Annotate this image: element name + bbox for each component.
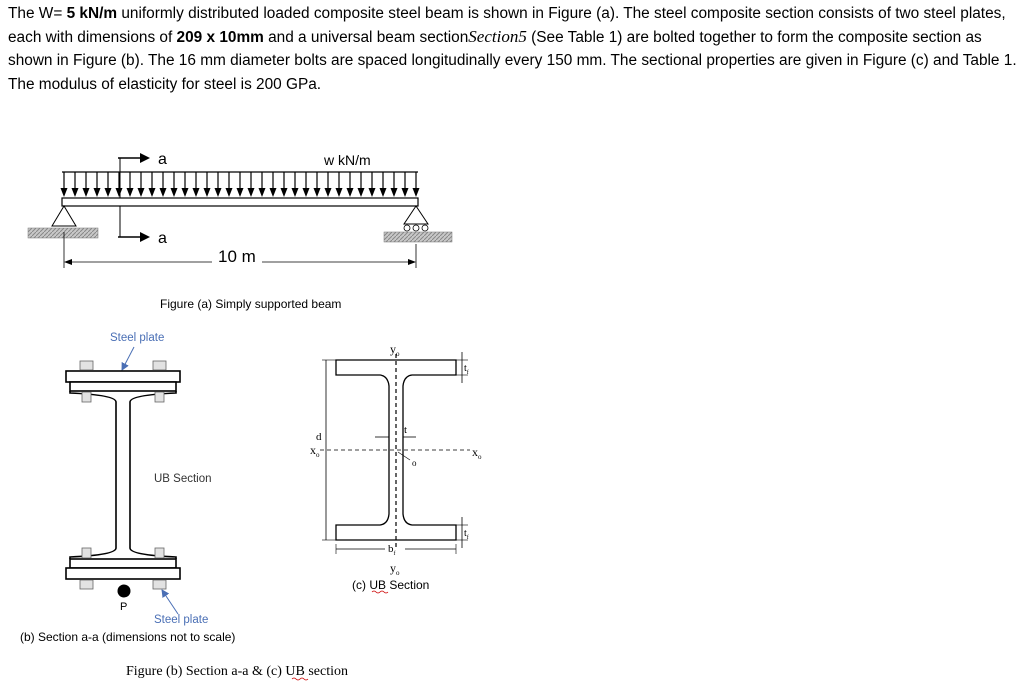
y-top-label: $y_o$ <box>390 342 400 358</box>
load-arrowhead <box>347 188 354 197</box>
t-web-label: t <box>404 424 408 436</box>
span-label: 10 m <box>218 247 256 266</box>
tf-bottom-label: $t_f$ <box>464 528 469 541</box>
b-label: $b_f$ <box>388 543 396 557</box>
problem-text-2: uniformly distributed loaded composite steel beam is shown in Figure (a). The steel composite section consists of two steel plates, each with dimensions of <box>8 5 1006 47</box>
load-arrowhead <box>160 188 167 197</box>
point-p-label: P <box>120 601 128 613</box>
point-p <box>118 585 131 598</box>
beam <box>62 198 418 206</box>
ub-section-label: UB Section <box>154 473 212 485</box>
load-arrowhead <box>303 188 310 197</box>
ub-bottom-flange <box>70 559 176 568</box>
figure-b <box>20 332 235 644</box>
figure-c-caption: (c) UB Section <box>352 578 430 592</box>
load-arrowhead <box>193 188 200 197</box>
section-arrow-top <box>118 151 167 168</box>
load-value: 5 kN/m <box>66 5 118 22</box>
problem-text-4: (See Table 1) are bolted together to form the composite section as shown in Figure (b). The 16 mm diameter bolts are spaced longitudinally every 150 mm. The sectional properties are given in Figure (c) and Table 1. The modulus of elasticity for steel is 200 GPa. <box>8 29 1017 93</box>
problem-text-3: and a universal beam section <box>263 29 469 47</box>
load-arrowhead <box>61 188 68 197</box>
combined-caption: Figure (b) Section a-a & (c) UB section <box>126 664 348 679</box>
section-mark-bottom: a <box>158 230 167 247</box>
load-arrowhead <box>391 188 398 197</box>
load-arrowhead <box>413 188 420 197</box>
load-arrowhead <box>325 188 332 197</box>
load-arrowhead <box>149 188 156 197</box>
y-bottom-label: $y_o$ <box>390 561 400 577</box>
load-arrowhead <box>314 188 321 197</box>
top-plate <box>66 371 180 382</box>
roller-support <box>384 206 452 242</box>
load-arrowhead <box>248 188 255 197</box>
load-arrowhead <box>94 188 101 197</box>
pin-support <box>28 206 98 238</box>
load-arrowhead <box>358 188 365 197</box>
load-arrowhead <box>336 188 343 197</box>
ub-outline <box>336 360 456 540</box>
load-arrowhead <box>171 188 178 197</box>
load-arrowhead <box>116 188 123 197</box>
load-arrowhead <box>369 188 376 197</box>
figure-a <box>28 151 452 311</box>
steel-plate-top-label: Steel plate <box>110 332 165 344</box>
load-arrowhead <box>380 188 387 197</box>
o-label: o <box>412 458 417 468</box>
ub-top-flange <box>70 382 176 391</box>
load-arrowhead <box>182 188 189 197</box>
load-arrows <box>61 172 420 197</box>
section-arrow-bottom <box>118 230 167 247</box>
load-label: w kN/m <box>324 152 371 168</box>
plate-dimensions: 209 x 10mm <box>176 29 264 47</box>
problem-text-1: The W= <box>8 5 67 22</box>
figure-a-caption: Figure (a) Simply supported beam <box>160 297 342 311</box>
bottom-plate <box>66 568 180 579</box>
load-arrowhead <box>127 188 134 197</box>
load-arrowhead <box>402 188 409 197</box>
d-label: d <box>316 431 322 443</box>
load-arrowhead <box>83 188 90 197</box>
section-designation: Section5 <box>468 27 527 47</box>
x-left-label: $x_o$ <box>310 443 320 459</box>
tf-top-label: $t_f$ <box>464 363 469 376</box>
steel-plate-bottom-label: Steel plate <box>154 614 209 626</box>
load-arrowhead <box>281 188 288 197</box>
figure-b-caption: (b) Section a-a (dimensions not to scale) <box>20 630 236 644</box>
load-arrowhead <box>72 188 79 197</box>
figure-c <box>310 342 482 593</box>
load-arrowhead <box>270 188 277 197</box>
load-arrowhead <box>292 188 299 197</box>
load-arrowhead <box>204 188 211 197</box>
x-right-label: $x_o$ <box>472 445 482 461</box>
load-arrowhead <box>237 188 244 197</box>
load-arrowhead <box>226 188 233 197</box>
section-mark-top: a <box>158 151 167 168</box>
load-arrowhead <box>105 188 112 197</box>
load-arrowhead <box>138 188 145 197</box>
load-arrowhead <box>215 188 222 197</box>
load-arrowhead <box>259 188 266 197</box>
